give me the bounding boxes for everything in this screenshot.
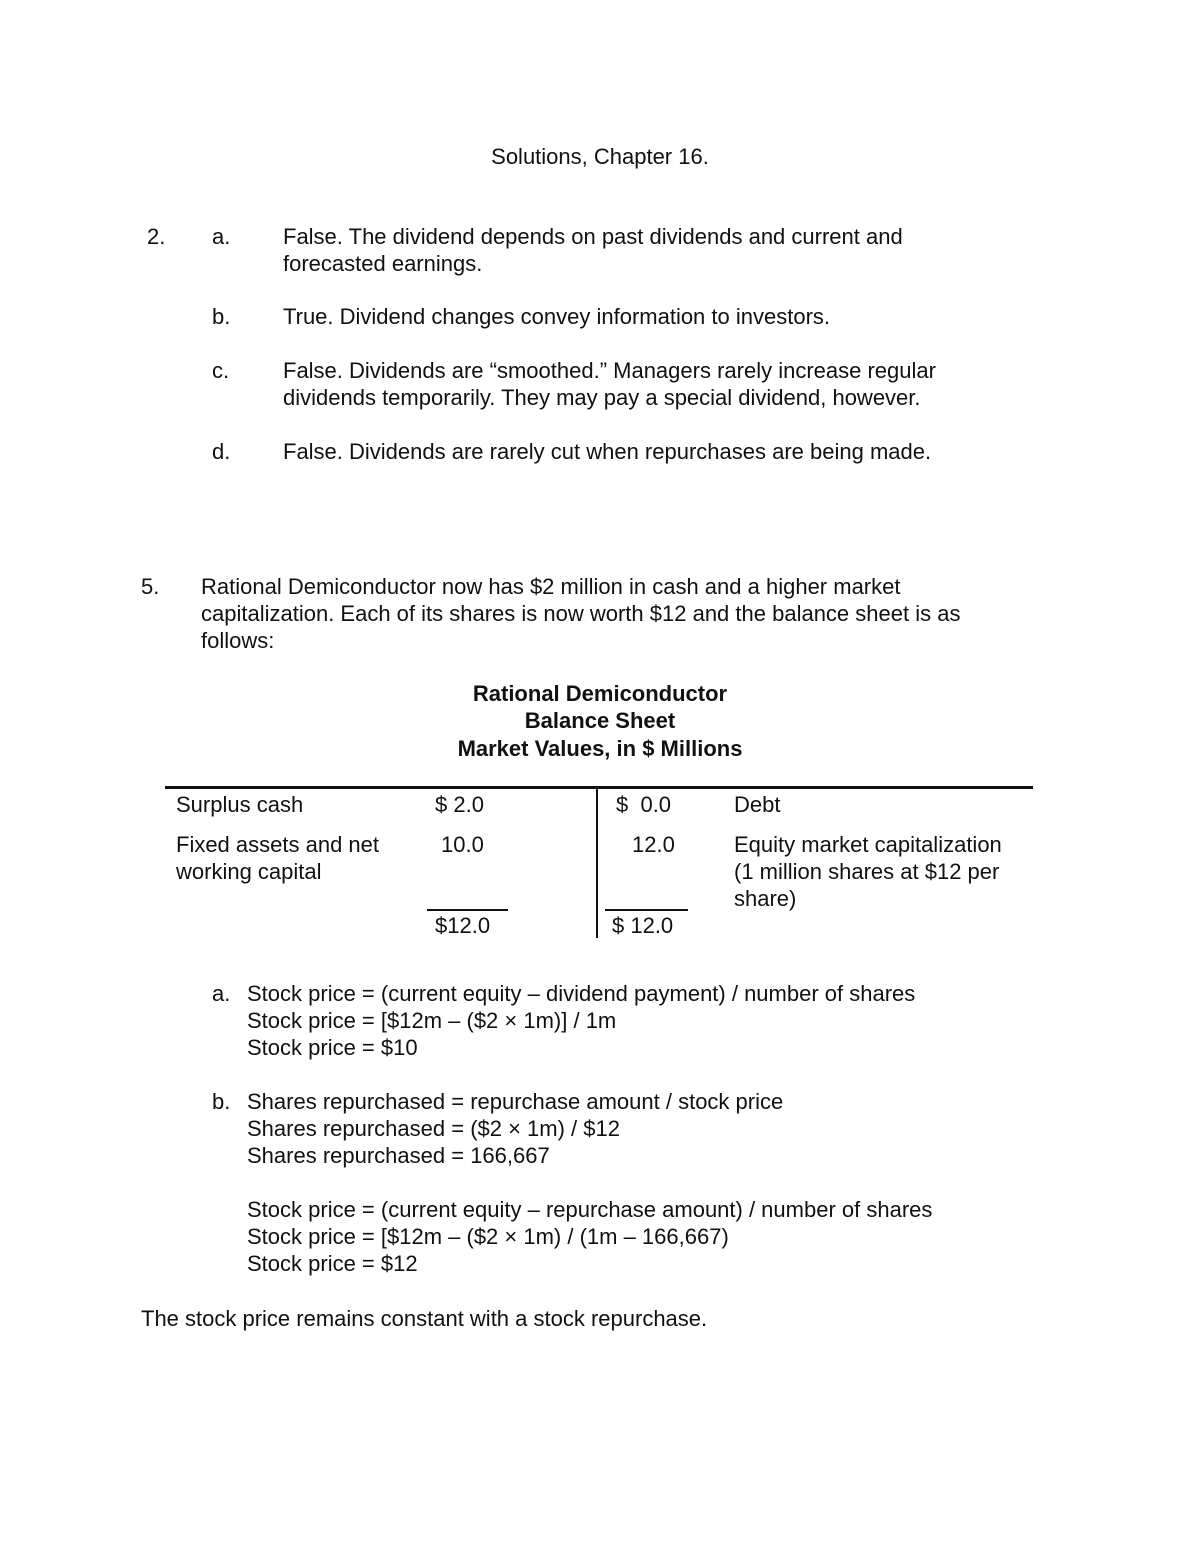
intro-text: Rational Demiconductor now has $2 million in cash and a higher market: [201, 574, 901, 599]
asset-label: Fixed assets and net: [176, 832, 380, 857]
intro-text: follows:: [201, 628, 275, 653]
item-letter: a.: [212, 224, 231, 249]
item-text: False. The dividend depends on past dividends and current and: [283, 224, 903, 249]
part-letter: a.: [212, 981, 231, 1006]
table-divider: [596, 786, 598, 938]
liability-label: Equity market capitalization: [734, 832, 1002, 857]
page-title: Solutions, Chapter 16.: [491, 144, 709, 169]
asset-value: $ 2.0: [435, 792, 484, 817]
question-number: 2.: [147, 224, 166, 249]
formula-line: Stock price = $10: [247, 1035, 418, 1060]
formula-line: Stock price = [$12m – ($2 × 1m)] / 1m: [247, 1008, 617, 1033]
liability-total: $ 12.0: [612, 913, 674, 938]
formula-line: Shares repurchased = 166,667: [247, 1143, 550, 1168]
liability-value: 12.0: [632, 832, 675, 857]
liability-value: $ 0.0: [616, 792, 672, 817]
formula-line: Stock price = (current equity – repurchase amount) / number of shares: [247, 1197, 933, 1222]
intro-text: capitalization. Each of its shares is now worth $12 and the balance sheet is as: [201, 601, 961, 626]
asset-total: $12.0: [435, 913, 491, 938]
liability-label: (1 million shares at $12 per: [734, 859, 1000, 884]
asset-label: working capital: [176, 859, 322, 884]
item-text: False. Dividends are rarely cut when repurchases are being made.: [283, 439, 932, 464]
asset-value: 10.0: [441, 832, 484, 857]
liability-label: Debt: [734, 792, 781, 817]
sheet-title: Rational Demiconductor: [472, 681, 728, 706]
formula-line: Shares repurchased = ($2 × 1m) / $12: [247, 1116, 620, 1141]
item-text: forecasted earnings.: [283, 251, 483, 276]
formula-line: Stock price = [$12m – ($2 × 1m) / (1m – 166,667): [247, 1224, 729, 1249]
conclusion: The stock price remains constant with a stock repurchase.: [141, 1306, 708, 1331]
sheet-subtitle: Market Values, in $ Millions: [457, 736, 743, 761]
question-number: 5.: [141, 574, 160, 599]
item-text: dividends temporarily. They may pay a special dividend, however.: [283, 385, 921, 410]
table-top-rule: [165, 786, 1033, 789]
item-text: True. Dividend changes convey information to investors.: [283, 304, 831, 329]
item-letter: c.: [212, 358, 230, 383]
asset-label: Surplus cash: [176, 792, 304, 817]
formula-line: Stock price = (current equity – dividend payment) / number of shares: [247, 981, 916, 1006]
formula-line: Stock price = $12: [247, 1251, 418, 1276]
formula-line: Shares repurchased = repurchase amount / stock price: [247, 1089, 784, 1114]
liability-total-rule: [605, 909, 688, 911]
asset-total-rule: [427, 909, 508, 911]
item-text: False. Dividends are “smoothed.” Managers rarely increase regular: [283, 358, 936, 383]
sheet-subtitle: Balance Sheet: [524, 708, 676, 733]
item-letter: b.: [212, 304, 231, 329]
liability-label: share): [734, 886, 797, 911]
item-letter: d.: [212, 439, 231, 464]
part-letter: b.: [212, 1089, 231, 1114]
